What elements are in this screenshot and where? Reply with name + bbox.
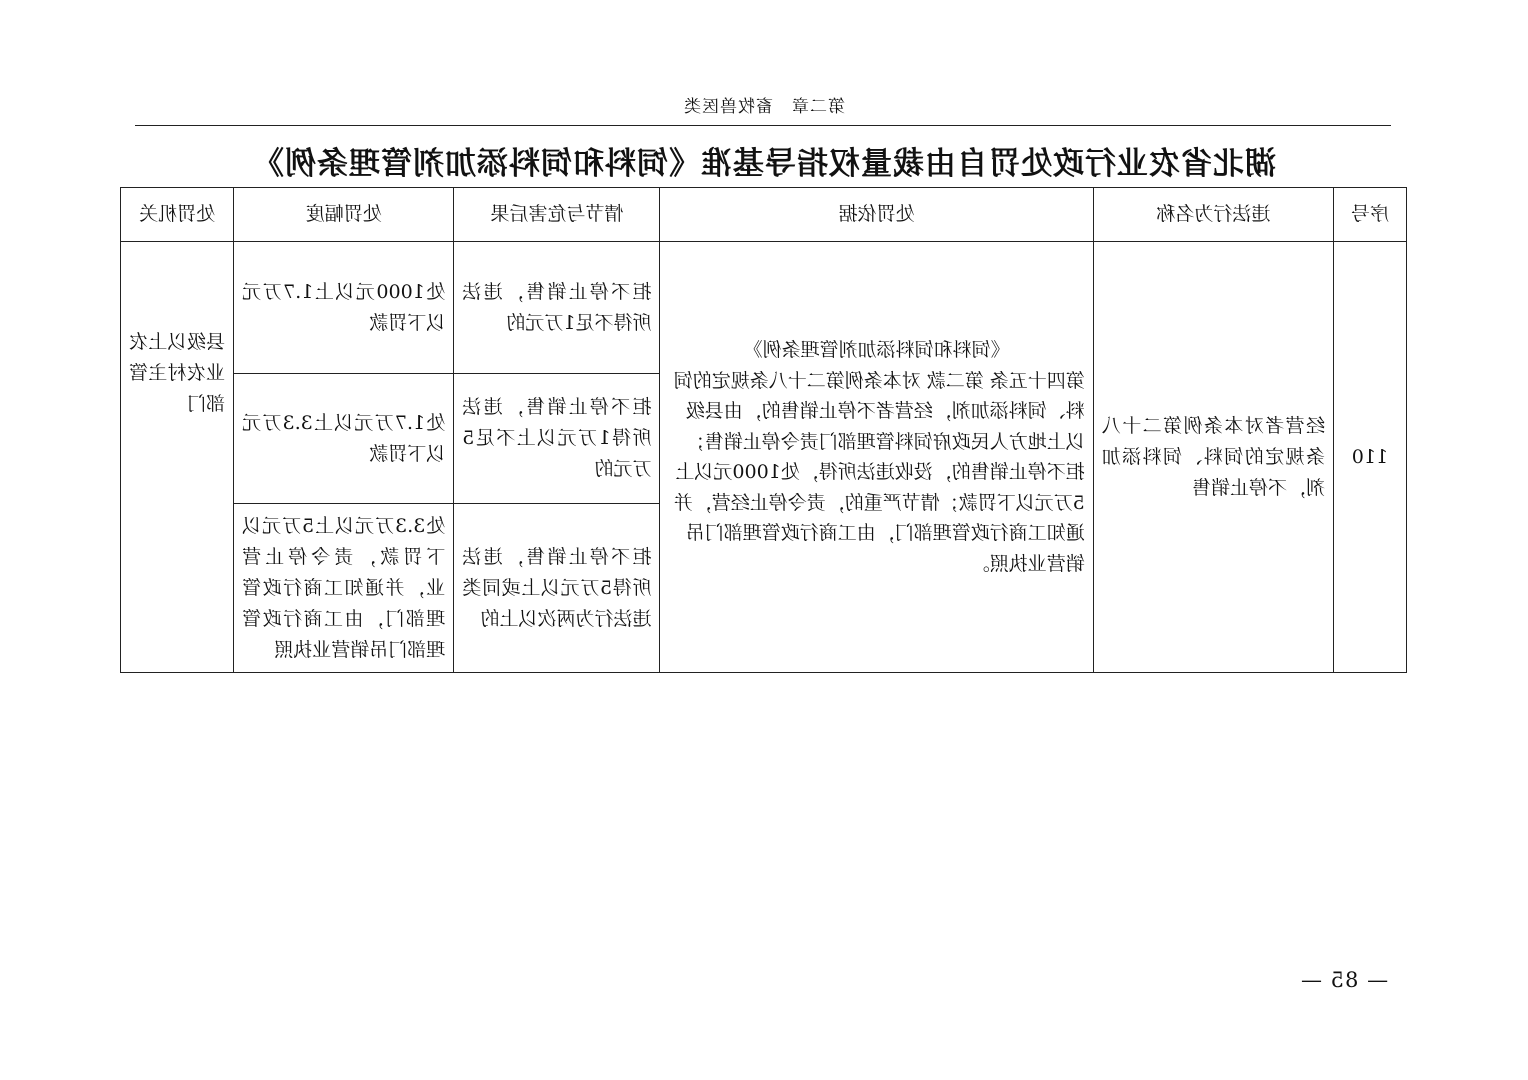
column-header-basis: 处罚依据	[660, 188, 1093, 242]
penalty-range-cell: 处3.3万元以上5万元以下罚款，责令停止营业，并通知工商行政管理部门，由工商行政管理部门吊销营业执照	[234, 504, 454, 673]
page-number: — 85 —	[1300, 968, 1389, 992]
violation-name: 经营者对本条例第二十八条规定的饲料、饲料添加剂，不停止销售	[1093, 242, 1333, 673]
penalty-range-cell: 处1000元以上1.7万元以下罚款	[234, 242, 454, 374]
penalty-authority: 县级以上农业农村主管部门	[121, 242, 234, 673]
column-header-violation: 违法行为名称	[1093, 188, 1333, 242]
entry-number: 110	[1333, 242, 1406, 673]
circumstance-cell: 拒不停止销售，违法所得1万元以上不足5万元的	[454, 374, 660, 504]
circumstance-cell: 拒不停止销售，违法所得5万元以上或同类违法行为两次以上的	[454, 504, 660, 673]
column-header-penalty: 处罚幅度	[234, 188, 454, 242]
header-divider	[135, 125, 1391, 126]
basis-text: 第四十五条 第二款 对本条例第二十八条规定的饲料、饲料添加剂，经营者不停止销售的，由县级以上地方人民政府饲料管理部门责令停止销售；拒不停止销售的，没收违法所得，处1000元以上5万元以下罚款；情节严重的，责令停止经营，并通知工商行政管理部门，由工商行政管理部门吊销营业执照。	[673, 369, 1085, 575]
table-header-row	[121, 188, 1407, 242]
penalty-range-cell: 处1.7万元以上3.3万元以下罚款	[234, 374, 454, 504]
document-title: 湖北省农业行政处罚自由裁量权指导基准《饲料和饲料添加剂管理条例》	[252, 146, 1276, 182]
column-header-authority: 处罚机关	[121, 188, 234, 242]
penalty-table	[120, 187, 1407, 673]
penalty-basis	[660, 242, 1093, 673]
basis-title: 《饲料和饲料添加剂管理条例》	[743, 339, 1010, 361]
table-row	[121, 242, 1407, 374]
circumstance-cell: 拒不停止销售，违法所得不足1万元的	[454, 242, 660, 374]
running-head: 第二章 畜牧兽医类	[683, 97, 845, 117]
column-header-circumstance: 情节与危害后果	[454, 188, 660, 242]
column-header-number: 序号	[1333, 188, 1406, 242]
